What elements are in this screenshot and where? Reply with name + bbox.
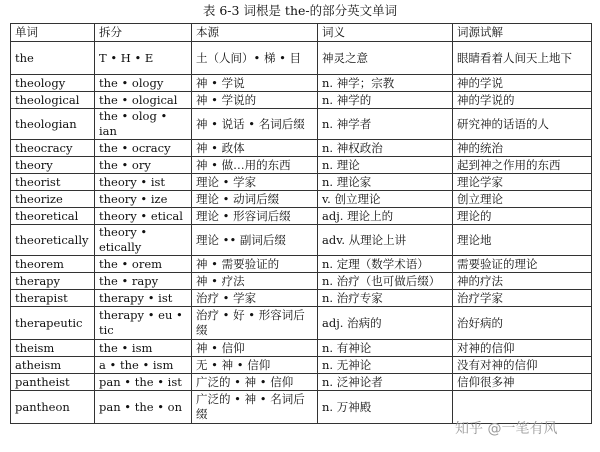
table-cell: 需要验证的理论 <box>453 256 592 273</box>
table-cell: theorem <box>11 256 95 273</box>
table-cell: 神的疗法 <box>453 273 592 290</box>
table-cell: n. 有神论 <box>318 340 453 357</box>
table-cell: theocracy <box>11 140 95 157</box>
table-cell: pan • the • on <box>95 391 192 424</box>
table-cell: 广泛的 • 神 • 信仰 <box>192 374 318 391</box>
table-cell: pan • the • ist <box>95 374 192 391</box>
table-cell: n. 万神殿 <box>318 391 453 424</box>
table-cell: atheism <box>11 357 95 374</box>
table-cell: n. 泛神论者 <box>318 374 453 391</box>
table-row <box>11 140 592 157</box>
table-cell: 神的学说 <box>453 75 592 92</box>
table-cell: 神 • 学说的 <box>192 92 318 109</box>
table-cell: 理论的 <box>453 208 592 225</box>
table-cell: theoretically <box>11 225 95 256</box>
watermark <box>455 418 557 438</box>
table-cell: theism <box>11 340 95 357</box>
table-cell: 治好病的 <box>453 307 592 340</box>
table-cell: theology <box>11 75 95 92</box>
table-cell: 神 • 做…用的东西 <box>192 157 318 174</box>
table-cell: pantheon <box>11 391 95 424</box>
table-cell: n. 理论 <box>318 157 453 174</box>
table-row <box>11 191 592 208</box>
table-cell: 信仰很多神 <box>453 374 592 391</box>
table-cell: n. 治疗专家 <box>318 290 453 307</box>
table-row <box>11 208 592 225</box>
table-cell: 神灵之意 <box>318 42 453 75</box>
column-header: 单词 <box>11 24 95 42</box>
table-row <box>11 75 592 92</box>
table-cell: 理论地 <box>453 225 592 256</box>
table-cell: 研究神的话语的人 <box>453 109 592 140</box>
table-cell: n. 神学；宗教 <box>318 75 453 92</box>
table-cell: theory • etically <box>95 225 192 256</box>
table-row <box>11 225 592 256</box>
table-cell: v. 创立理论 <box>318 191 453 208</box>
table-cell: n. 神学的 <box>318 92 453 109</box>
table-cell: therapeutic <box>11 307 95 340</box>
table-cell: 神的学说的 <box>453 92 592 109</box>
table-row <box>11 42 592 75</box>
table-cell: theorist <box>11 174 95 191</box>
table-cell: the • ory <box>95 157 192 174</box>
table-cell: adj. 理论上的 <box>318 208 453 225</box>
table-caption: 表 6-3 词根是 the-的部分英文单词 <box>202 3 398 18</box>
table-row <box>11 256 592 273</box>
table-cell: theory • ize <box>95 191 192 208</box>
table-cell: 理论 •• 副词后缀 <box>192 225 318 256</box>
table-cell: therapy • ist <box>95 290 192 307</box>
table-cell: adv. 从理论上讲 <box>318 225 453 256</box>
column-header: 词义 <box>318 24 453 42</box>
table-cell: 神 • 政体 <box>192 140 318 157</box>
table-cell: theoretical <box>11 208 95 225</box>
table-row <box>11 340 592 357</box>
table-cell: n. 理论家 <box>318 174 453 191</box>
table-cell: n. 定理（数学术语） <box>318 256 453 273</box>
table-cell: 治疗 • 好 • 形容词后缀 <box>192 307 318 340</box>
table-cell: therapy <box>11 273 95 290</box>
table-cell: 理论 • 学家 <box>192 174 318 191</box>
table-row <box>11 92 592 109</box>
column-header: 拆分 <box>95 24 192 42</box>
table-cell: 神 • 信仰 <box>192 340 318 357</box>
table-cell: 土（人间）• 梯 • 目 <box>192 42 318 75</box>
table-cell: a • the • ism <box>95 357 192 374</box>
table-cell: therapist <box>11 290 95 307</box>
table-cell: 创立理论 <box>453 191 592 208</box>
table-cell: theory <box>11 157 95 174</box>
table-cell: theologian <box>11 109 95 140</box>
table-cell: 神 • 需要验证的 <box>192 256 318 273</box>
table-cell: 起到神之作用的东西 <box>453 157 592 174</box>
table-cell: 对神的信仰 <box>453 340 592 357</box>
word-root-table <box>10 23 592 424</box>
table-row <box>11 174 592 191</box>
table-row <box>11 307 592 340</box>
column-header: 词源试解 <box>453 24 592 42</box>
table-cell: the • ological <box>95 92 192 109</box>
table-row <box>11 290 592 307</box>
table-cell: theory • ist <box>95 174 192 191</box>
table-cell: 神 • 学说 <box>192 75 318 92</box>
table-cell: T • H • E <box>95 42 192 75</box>
table-cell: 理论学家 <box>453 174 592 191</box>
table-cell: 治疗 • 学家 <box>192 290 318 307</box>
table-cell: n. 神学者 <box>318 109 453 140</box>
table-row <box>11 357 592 374</box>
table-cell: 理论 • 形容词后缀 <box>192 208 318 225</box>
table-cell: 眼睛看着人间天上地下 <box>453 42 592 75</box>
table-cell: the • rapy <box>95 273 192 290</box>
table-cell: n. 治疗（也可做后缀） <box>318 273 453 290</box>
table-cell: the • olog • ian <box>95 109 192 140</box>
table-cell: 神的统治 <box>453 140 592 157</box>
table-cell: 神 • 疗法 <box>192 273 318 290</box>
table-cell: 没有对神的信仰 <box>453 357 592 374</box>
table-cell: 神 • 说话 • 名词后缀 <box>192 109 318 140</box>
table-cell: 广泛的 • 神 • 名词后缀 <box>192 391 318 424</box>
table-row <box>11 374 592 391</box>
table-cell: n. 神权政治 <box>318 140 453 157</box>
table-row <box>11 157 592 174</box>
column-header: 本源 <box>192 24 318 42</box>
table-cell: theory • etical <box>95 208 192 225</box>
table-cell: the • orem <box>95 256 192 273</box>
table-row <box>11 273 592 290</box>
watermark-text: 知乎 @一笔有风 <box>455 421 558 437</box>
table-cell: pantheist <box>11 374 95 391</box>
table-cell: 理论 • 动词后缀 <box>192 191 318 208</box>
table-cell: n. 无神论 <box>318 357 453 374</box>
header-row <box>11 24 592 42</box>
table-cell: the • ism <box>95 340 192 357</box>
table-cell: the • ology <box>95 75 192 92</box>
table-cell: the • ocracy <box>95 140 192 157</box>
table-cell: theological <box>11 92 95 109</box>
table-cell: 治疗学家 <box>453 290 592 307</box>
table-cell: therapy • eu • tic <box>95 307 192 340</box>
table-cell: theorize <box>11 191 95 208</box>
table-cell: 无 • 神 • 信仰 <box>192 357 318 374</box>
table-cell: the <box>11 42 95 75</box>
table-row <box>11 109 592 140</box>
table-cell: adj. 治病的 <box>318 307 453 340</box>
